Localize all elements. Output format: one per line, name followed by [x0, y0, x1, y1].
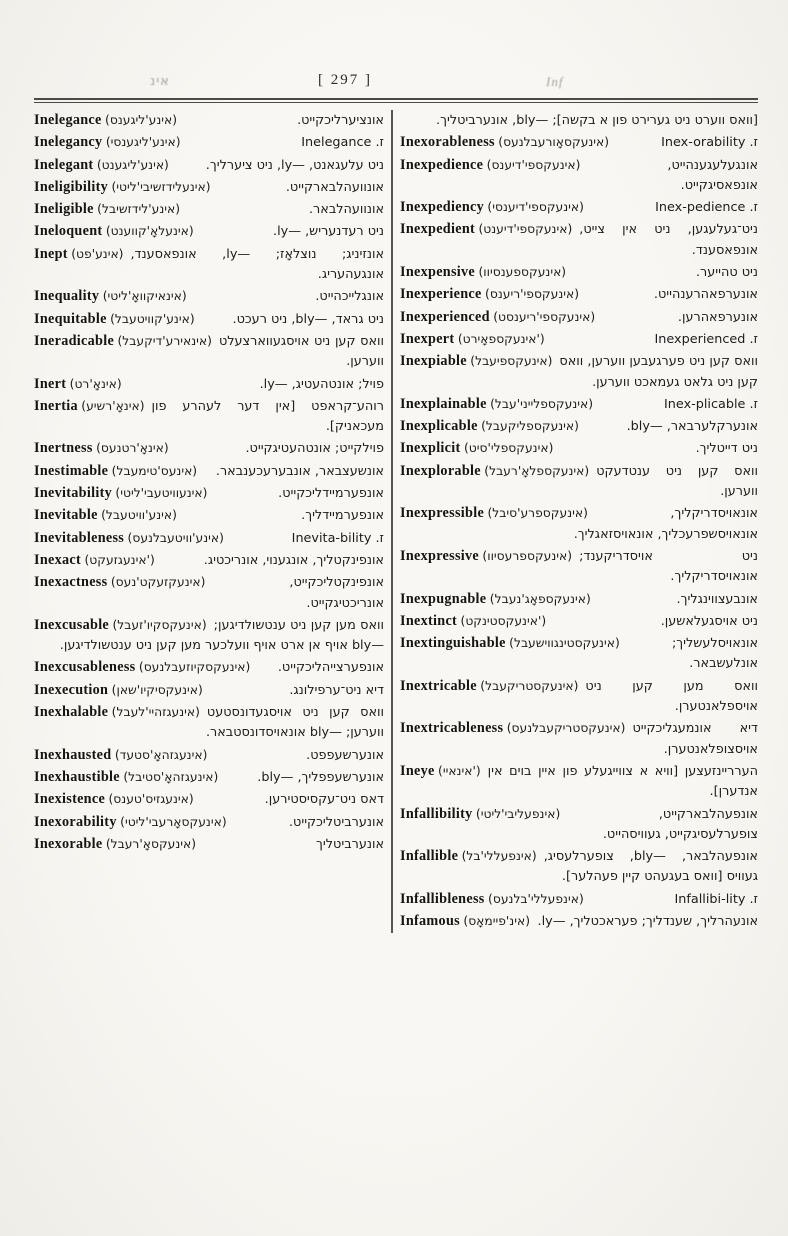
entry-pronunciation: (אינעקסטינקט') — [460, 613, 547, 628]
entry-headword-group — [34, 789, 194, 809]
entry-headword: Inertia — [34, 397, 78, 414]
entry-headword-group — [400, 197, 584, 217]
entry-pronunciation: (אינע'וויטעבל) — [101, 508, 177, 523]
entry-headword-group — [34, 221, 194, 241]
entry-headword-group — [400, 132, 609, 152]
dictionary-entry — [400, 284, 758, 304]
entry-headword: Inexcusableness — [34, 659, 136, 676]
dictionary-entry — [400, 262, 758, 282]
dictionary-entry — [34, 702, 384, 743]
entry-definition: אונזיניג; נוצלאָז; —ly, אונפאסענד, אונגעהעריג. — [130, 246, 384, 283]
entry-definition: אונאויסדריקליך, אונאויסשפרעכליך, אונאויסזאגליך. — [573, 506, 758, 542]
entry-definition: אונשעצבאר, אונבערעכענבאר. — [215, 463, 384, 479]
dictionary-entry — [34, 309, 384, 329]
entry-headword: Inexpugnable — [400, 590, 487, 607]
entry-headword: Inextinct — [400, 612, 458, 629]
entry-headword: Inexperience — [400, 286, 482, 303]
entry-definition: ז. Inex-orability — [661, 135, 758, 151]
dictionary-entry — [34, 438, 384, 458]
entry-definition: ז. Inex-pedience — [655, 200, 758, 216]
dictionary-entry — [34, 812, 384, 832]
dictionary-entry — [400, 804, 758, 845]
entry-definition: אונפינקטליכקייט, אונריכטיגקייט. — [289, 575, 384, 611]
dictionary-entry — [34, 834, 384, 854]
entry-headword: Ineligible — [34, 201, 94, 218]
entry-headword-group — [34, 745, 207, 765]
entry-headword: Inexperienced — [400, 308, 490, 325]
entry-pronunciation: (אינעגזעקט') — [84, 552, 155, 567]
entry-pronunciation: (אינעקספליקעבל) — [481, 419, 579, 434]
entry-definition: פוילקייט; אונטהעטיגקייט. — [245, 441, 384, 457]
entry-definition: ז. Inexperienced — [654, 331, 758, 347]
dictionary-entry — [34, 155, 384, 175]
entry-headword-group — [34, 461, 197, 481]
entry-headword-group — [400, 155, 580, 175]
entry-headword: Inexorability — [34, 813, 117, 830]
entry-definition: אונערפאהרען. — [677, 309, 758, 325]
page-header — [34, 72, 758, 98]
dictionary-entry — [34, 505, 384, 525]
entry-pronunciation: (אינ'פיימאָס) — [463, 913, 531, 928]
entry-definition: ז. Inex-plicable — [664, 396, 758, 412]
entry-definition: ניט עלעגאנט, —ly, ניט ציערליך. — [205, 157, 384, 173]
entry-definition: אונערשעפפליך, —bly. — [257, 769, 384, 785]
entry-headword: Inexecution — [34, 681, 109, 698]
dictionary-entry — [400, 438, 758, 458]
entry-pronunciation: (אינע'וויטעבלנעס) — [127, 530, 224, 545]
dictionary-entry — [34, 657, 384, 677]
entry-definition: דיא אונמעגליכקייט אויסצופלאנטערן. — [632, 721, 758, 757]
entry-pronunciation: (אינעגזיס'טענס) — [108, 792, 194, 807]
entry-pronunciation: (אינפעליבי'ליטי) — [475, 806, 561, 821]
entry-definition: אונגעלעגענהייט, אונפאסיגקייט. — [667, 157, 758, 193]
entry-headword-group — [34, 550, 155, 570]
entry-headword: Inexistence — [34, 791, 106, 808]
entry-headword: Inexplicit — [400, 440, 461, 457]
entry-pronunciation: (אינעקסטינגווישעבל) — [509, 636, 620, 651]
dictionary-entry — [400, 155, 758, 196]
dictionary-entry — [34, 680, 384, 700]
dictionary-entry — [400, 219, 758, 260]
entry-headword: Inexorable — [34, 835, 103, 852]
entry-headword-group — [34, 110, 177, 130]
entry-headword: Inexpedient — [400, 221, 476, 238]
entry-headword-group — [400, 438, 553, 458]
entry-headword-group — [400, 416, 579, 436]
entry-headword-group — [400, 761, 481, 781]
entry-pronunciation: (אינפעללי'בל) — [461, 849, 537, 864]
entry-pronunciation: (אינעקספענסיוו) — [478, 265, 567, 280]
entry-headword: Inexpediency — [400, 199, 485, 216]
entry-pronunciation: (אינעקסטריקעבל) — [480, 678, 579, 693]
entry-pronunciation: (אינעקסקיו'זעבל) — [112, 617, 207, 632]
entry-definition: אונאויסלעשליך; אונלעשבאר. — [671, 636, 758, 672]
catchword-left: אינ — [150, 74, 170, 89]
entry-definition: אונערשעפפט. — [306, 747, 384, 763]
entry-pronunciation: (אינעקספרעסיוו) — [482, 548, 573, 563]
entry-pronunciation: (אינעקספי'דיענסי) — [487, 200, 584, 215]
entry-pronunciation: (אינעלאָ'קווענט) — [105, 224, 194, 239]
dictionary-entry — [34, 110, 384, 130]
entry-definition: אונפינקטליך, אונגענוי, אונריכטיג. — [203, 552, 384, 568]
entry-headword: Inelegancy — [34, 134, 103, 151]
entry-definition: וואס קען ניט ענטדעקט ווערען. — [596, 463, 758, 500]
entry-pronunciation: (אינאָ'רשיע) — [81, 398, 145, 413]
entry-headword-group — [34, 309, 195, 329]
entry-headword-group — [400, 804, 560, 824]
dictionary-entry — [400, 132, 758, 152]
entry-headword-group — [34, 505, 177, 525]
entry-headword: Ineloquent — [34, 223, 103, 240]
dictionary-entry — [34, 528, 384, 548]
entry-headword: Ineradicable — [34, 332, 115, 349]
entry-pronunciation: (אינאיקוואָ'ליטי) — [102, 289, 187, 304]
dictionary-entry — [34, 177, 384, 197]
entry-headword-group — [34, 155, 169, 175]
entry-pronunciation: (אינעקסאָ'רעבל) — [105, 836, 197, 851]
entry-pronunciation: (אינעלידזשיבי'ליטי) — [111, 179, 211, 194]
entry-headword: Inevitable — [34, 507, 98, 524]
entry-headword-group — [34, 702, 200, 722]
entry-definition: וואס מען קען ניט אויספלאנטערן. — [585, 678, 758, 715]
entry-headword-group — [400, 633, 620, 653]
entry-headword: Inexpiable — [400, 353, 467, 370]
entry-headword-group — [34, 657, 250, 677]
dictionary-entry — [400, 394, 758, 414]
entry-definition: ניט דייטליך. — [695, 441, 758, 457]
entry-pronunciation: (אינעקסטריקעבלנעס) — [506, 721, 626, 736]
entry-definition: אונערקלערבאר, —bly. — [626, 419, 758, 435]
entry-headword-group — [400, 394, 593, 414]
entry-pronunciation: (אינע'קוויטעבל) — [110, 311, 195, 326]
entry-pronunciation: (אינעוויטעבי'ליטי) — [115, 486, 208, 501]
entry-headword: Inexpressible — [400, 505, 485, 522]
entry-headword: Infallibleness — [400, 890, 485, 907]
entry-pronunciation: (אינעקזעקט'נעס) — [110, 575, 206, 590]
entry-definition: אונוועהלבאר. — [308, 202, 384, 218]
entry-pronunciation: (אינעגזהאָ'סטעד) — [114, 747, 208, 762]
dictionary-entry — [400, 546, 758, 587]
entry-pronunciation: (אינעגזהיי'לעבל) — [111, 705, 200, 720]
entry-definition: ניט אויסדריקענד; אונאויסדריקליך. — [579, 548, 758, 585]
entry-pronunciation: (אינע'ליגענט) — [96, 157, 169, 172]
entry-headword-group — [34, 331, 212, 351]
entry-headword-group — [400, 676, 578, 696]
entry-headword: Inexcusable — [34, 616, 110, 633]
entry-headword-group — [400, 611, 546, 631]
dictionary-entry — [34, 374, 384, 394]
entry-pronunciation: (אינע'ליגענסי) — [105, 135, 181, 150]
entry-definition: אונפערמיידליך. — [301, 508, 384, 524]
entry-pronunciation: (אינעקספי'ריענסט) — [493, 309, 596, 324]
entry-pronunciation: (אינעקספאָג'נעבל) — [489, 591, 591, 606]
entry-headword: Inexpensive — [400, 264, 476, 281]
dictionary-entry — [34, 132, 384, 152]
entry-headword: Inexplicable — [400, 418, 478, 435]
dictionary-entry — [34, 286, 384, 306]
dictionary-entry — [34, 221, 384, 241]
entry-pronunciation: (אינע'ליגענס) — [105, 113, 178, 127]
entry-headword-group — [34, 572, 205, 592]
entry-definition: ניט טהייער. — [695, 265, 758, 281]
dictionary-entry — [400, 461, 758, 502]
dictionary-entry — [400, 110, 758, 130]
entry-definition: אונפערמיידליכקייט. — [278, 486, 384, 502]
entry-headword: Inexhalable — [34, 704, 109, 721]
entry-headword-group — [400, 284, 579, 304]
entry-definition: דיא ניט־ערפילונג. — [289, 682, 384, 698]
entry-pronunciation: (אינפעללי'בלנעס) — [488, 891, 584, 906]
dictionary-entry — [400, 329, 758, 349]
entry-definition: אונפעהלבאר, —bly, צופערלעסיג, געוויס [וואס בעגעהט קיין פעהלער]. — [543, 849, 758, 885]
entry-headword-group — [34, 132, 181, 152]
entry-pronunciation: (אינעקספרע'סיבל) — [487, 506, 588, 521]
entry-definition: [וואס ווערט ניט גערירט פון א בקשה]; —bly, אונערביטליך. — [436, 113, 758, 128]
entry-definition: וואס קען ניט אויסגעדונסטעט ווערען; —bly אונאויסדונסטבאר. — [205, 705, 384, 741]
entry-pronunciation: (אינעקסקיוזעבלנעס) — [138, 660, 251, 675]
entry-definition: ז. Inelegance — [301, 135, 384, 151]
entry-definition: אונערביטליך — [316, 836, 384, 852]
entry-headword-group — [400, 718, 625, 738]
entry-definition: אונעהרליך, שענדליך; פעראכטליך, —ly. — [537, 913, 758, 929]
dictionary-entry — [400, 911, 758, 931]
page-number: [ 297 ] — [318, 72, 372, 88]
entry-definition: ז. Inevita-bility — [291, 530, 384, 546]
entry-headword-group — [400, 262, 566, 282]
dictionary-entry — [400, 676, 758, 717]
dictionary-entry — [400, 307, 758, 327]
entry-headword-group — [34, 680, 203, 700]
entry-headword: Inelegance — [34, 112, 102, 128]
entry-headword-group — [34, 528, 224, 548]
entry-headword: Inexhausted — [34, 746, 112, 763]
entry-headword-group — [34, 615, 207, 635]
entry-headword: Inexhaustible — [34, 768, 120, 785]
entry-pronunciation: (אינאָ'רטנעס) — [96, 441, 169, 456]
dictionary-entry — [34, 199, 384, 219]
entry-pronunciation: (אינאָ'רט) — [69, 376, 122, 391]
entry-headword-group — [400, 889, 584, 909]
entry-headword-group — [34, 834, 196, 854]
entry-headword: Inequality — [34, 288, 100, 305]
dictionary-entry — [400, 761, 758, 802]
entry-pronunciation: (אינעקספלאָ'רעבל) — [484, 463, 590, 478]
entry-pronunciation: (אינעקספי'ריענס) — [485, 287, 580, 302]
entry-headword-group — [400, 546, 572, 566]
entry-pronunciation: (אינעקסאָורעבלנעס) — [498, 135, 610, 150]
entry-definition: דאס ניט־עקסיסטירען. — [264, 792, 384, 808]
entry-pronunciation: (אינעקספלייני'עבל) — [490, 396, 594, 411]
entry-headword-group — [34, 396, 145, 416]
entry-headword-group — [34, 438, 169, 458]
dictionary-entry — [34, 550, 384, 570]
text-columns — [34, 110, 758, 933]
entry-headword-group — [400, 307, 595, 327]
entry-headword-group — [34, 812, 227, 832]
entry-headword: Inexact — [34, 551, 82, 568]
dictionary-entry — [400, 611, 758, 631]
dictionary-entry — [34, 572, 384, 613]
entry-pronunciation: (אינע'פט) — [71, 246, 124, 261]
entry-headword-group — [400, 461, 589, 481]
entry-headword: Inexpert — [400, 330, 455, 347]
entry-definition: אונציערליכקייט. — [297, 113, 384, 128]
entry-definition: וואס קען ניט אויסגעווארצעלט ווערען. — [218, 333, 384, 370]
dictionary-entry — [400, 503, 758, 544]
entry-definition: הערריינזעצען [וויא א צווייגעלע פון איין בוים אין אנדערן]. — [487, 763, 758, 800]
dictionary-entry — [34, 461, 384, 481]
entry-definition: ניט אויסגעלאשען. — [660, 613, 758, 629]
entry-headword: Inextricable — [400, 677, 477, 694]
dictionary-entry — [34, 615, 384, 656]
entry-pronunciation: (אינע'לידזשיבל) — [97, 202, 181, 217]
entry-pronunciation: (אינעקספי'דיענס) — [486, 157, 581, 172]
entry-definition: וואס קען ניט פערגעבען ווערען, וואס קען ניט גלאט געמאכט ווערען. — [559, 354, 758, 390]
dictionary-entry — [34, 745, 384, 765]
entry-pronunciation: (אינעגזהאָ'סטיבל) — [123, 769, 219, 784]
entry-headword-group — [34, 177, 211, 197]
dictionary-entry — [34, 767, 384, 787]
catchword-right: Inf — [546, 74, 564, 89]
entry-pronunciation: (אינעקספיעבל) — [470, 354, 553, 369]
entry-headword-group — [34, 286, 187, 306]
entry-headword-group — [34, 199, 180, 219]
dictionary-entry — [34, 483, 384, 503]
entry-pronunciation: (אינאיי') — [438, 763, 481, 778]
header-rule — [34, 98, 758, 103]
dictionary-entry — [400, 718, 758, 759]
entry-headword: Inequitable — [34, 310, 107, 327]
entry-definition: אונפערצייהליכקייט. — [277, 660, 384, 676]
dictionary-entry — [400, 889, 758, 909]
entry-headword: Inexplainable — [400, 395, 487, 412]
entry-headword-group — [400, 329, 545, 349]
dictionary-entry — [400, 846, 758, 887]
column-left — [34, 110, 384, 933]
entry-headword: Inexorableness — [400, 134, 495, 151]
entry-pronunciation: (אינעקספאָירט') — [457, 331, 545, 346]
entry-headword-group — [400, 589, 591, 609]
entry-pronunciation: (אינעקספי'דיענט) — [478, 222, 573, 237]
dictionary-entry — [34, 789, 384, 809]
entry-headword: Inept — [34, 245, 68, 262]
entry-headword: Inelegant — [34, 156, 94, 173]
entry-headword-group — [34, 244, 123, 264]
column-right — [400, 110, 758, 933]
dictionary-entry — [34, 244, 384, 285]
entry-headword: Inextinguishable — [400, 635, 506, 652]
entry-definition: אונערפאהרענהייט. — [653, 287, 758, 303]
entry-definition: ניט גראד, —bly, ניט רעכט. — [232, 311, 384, 327]
dictionary-entry — [400, 589, 758, 609]
entry-definition: ניט רעדנעריש, —ly. — [272, 224, 384, 240]
entry-headword: Infallibility — [400, 805, 473, 822]
entry-headword: Inert — [34, 375, 67, 392]
entry-headword: Inevitability — [34, 485, 112, 502]
dictionary-entry — [34, 396, 384, 437]
entry-headword: Infallible — [400, 848, 459, 865]
dictionary-entry — [400, 197, 758, 217]
entry-headword-group — [34, 483, 207, 503]
entry-definition: אונבעצווינגליך. — [676, 591, 758, 607]
entry-headword: Inertness — [34, 440, 93, 457]
entry-pronunciation: (אינעקסיקיו'שאן) — [111, 682, 203, 697]
entry-definition: וואס מען קען ניט ענטשולדיגען; —bly אויף אן ארט אויף וועלכער מען קען ניט ענטשולדיגען. — [59, 617, 384, 654]
entry-headword: Ineligibility — [34, 178, 109, 195]
entry-definition: אונוועהלבארקייט. — [285, 179, 384, 195]
entry-definition: ניט־געלעגען, ניט אין צייט, אונפאסענד. — [579, 222, 758, 258]
entry-headword-group — [34, 374, 122, 394]
entry-definition: אונגלייכהייט. — [315, 289, 384, 305]
entry-headword: Infamous — [400, 912, 460, 929]
entry-definition: רוהע־קראפט [אין דער לעהרע פון מעכאניק]. — [151, 398, 384, 435]
entry-pronunciation: (אינאירע'דיקעבל) — [117, 333, 212, 348]
dictionary-entry — [400, 633, 758, 674]
entry-pronunciation: (אינעקספלי'סיט) — [463, 441, 554, 456]
entry-headword: Inextricableness — [400, 720, 504, 737]
entry-headword-group — [400, 846, 537, 866]
entry-headword-group — [400, 503, 588, 523]
entry-definition: אונפעהלבארקייט, צופערלעסיגקייט, געוויסהייט. — [602, 806, 758, 842]
entry-pronunciation: (אינעקסאָרעבי'ליטי) — [120, 814, 227, 829]
entry-definition: פויל; אונטהעטיג, —ly. — [259, 376, 384, 392]
column-divider — [391, 110, 393, 933]
dictionary-entry — [400, 351, 758, 392]
entry-headword-group — [400, 219, 572, 239]
entry-headword-group — [400, 351, 552, 371]
entry-headword-group — [400, 911, 530, 931]
entry-headword: Inexpedience — [400, 156, 484, 173]
entry-headword: Inexplorable — [400, 462, 481, 479]
entry-headword: Ineye — [400, 762, 435, 779]
entry-headword-group — [34, 767, 218, 787]
entry-definition: ז. Infallibi-lity — [674, 891, 758, 907]
entry-pronunciation: (אינעס'טימעבל) — [111, 463, 198, 478]
dictionary-entry — [400, 416, 758, 436]
entry-definition: אונערביטליכקייט. — [288, 814, 384, 830]
entry-headword: Inevitableness — [34, 529, 125, 546]
entry-headword: Inexpressive — [400, 547, 480, 564]
dictionary-entry — [34, 331, 384, 372]
entry-headword: Inexactness — [34, 574, 108, 591]
entry-headword: Inestimable — [34, 462, 109, 479]
